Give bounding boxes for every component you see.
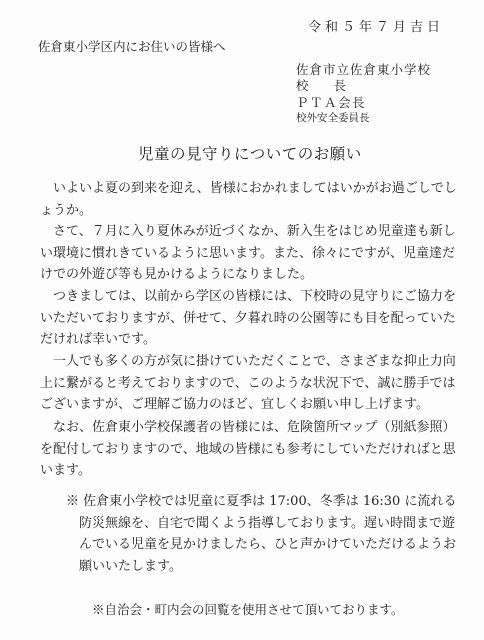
sender-principal: 校 長	[296, 78, 347, 93]
addressee: 佐倉東小学区内にお住いの皆様へ	[38, 39, 226, 54]
body-paragraph-1: いよいよ夏の到来を迎え、皆様におかれましてはいかがお過ごしでしょうか。	[40, 181, 457, 218]
sender-safety-committee: 校外安全委員長	[296, 112, 370, 124]
document-title: 児童の見守りについてのお願い	[138, 145, 362, 163]
document-date: 令和５年７月吉日	[308, 20, 445, 35]
sender-school: 佐倉市立佐倉東小学校	[296, 62, 432, 77]
body-paragraph-5: なお、佐倉東小学校保護者の皆様には、危険箇所マップ（別紙参照）を配付しておりますので、地域の皆様にも参考にしていただければと思います。	[40, 420, 456, 478]
body-paragraph-3: つきましては、以前から学区の皆様には、下校時の見守りにご協力をいただいておりますが、併せて、夕暮れ時の公園等にも目を配っていただければ幸いです。	[40, 289, 457, 347]
sender-pta-chair: ＰＴＡ会長	[296, 95, 367, 110]
body-paragraph-2: さて、７月に入り夏休みが近づくなか、新入生をはじめ児童達も新しい環境に慣れきているように思います。また、徐々にですが、児童達だけでの外遊び等も見かけるようになりました。	[40, 224, 456, 282]
body-paragraph-4: 一人でも多くの方が気に掛けていただくことで、さまざまな抑止力向上に繋がると考えておりますので、このような状況下で、誠に勝手ではございますが、ご理解ご協力のほど、宜しくお願い申し上げます。	[40, 354, 456, 412]
note-block: ※ 佐倉東小学校では児童に夏季は 17:00、冬季は 16:30 に流れる防災無線を、自宅で聞くよう指導しております。遅い時間まで遊んでいる児童を見かけましたら、ひと声かけていただけるようお願いいたします。	[66, 494, 457, 574]
footer-note: ※自治会・町内会の回覧を使用させて頂いております。	[92, 602, 404, 617]
